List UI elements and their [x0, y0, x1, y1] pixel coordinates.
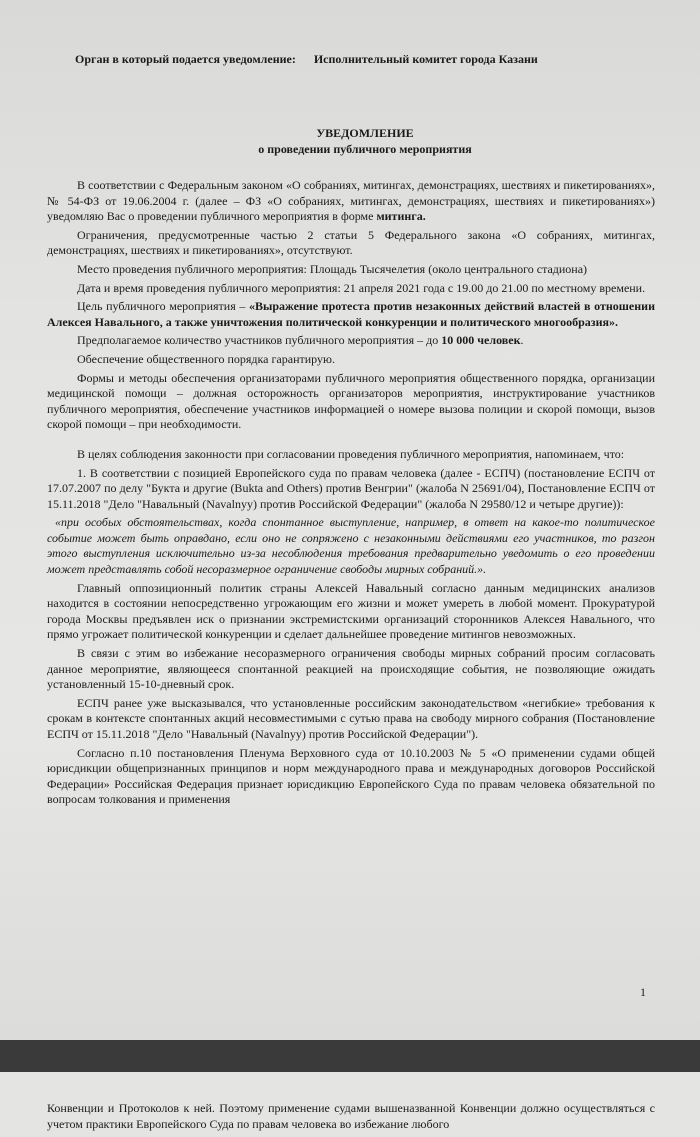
paragraph: Главный оппозиционный политик страны Алексей Навальный согласно данным медицинских анализов находится в состоянии непосредственно угрожающим его жизни и может умереть в любой момент. Прокуратурой города Москвы предъявлен иск о признании экстремистскими организаций сторонников Алексея Навального, что прямо угрожает политической конкуренции и сделает дальнейшее проведение митингов невозможных. [47, 580, 655, 642]
paragraph: В целях соблюдения законности при согласовании проведения публичного мероприятия, напоминаем, что: [77, 446, 625, 461]
quote-paragraph: «при особых обстоятельствах, когда спонтанное выступление, например, в ответ на какое-то политическое событие может быть оправдано, если оно не сопряжено с незаконными действиями его участников, то разгон этого выступления исключительно из-за несоблюдения требования предварительно уведомить о его проведении может представлять собой несоразмерное ограничение свободы мирных собраний.». [47, 515, 655, 577]
title-line-1: УВЕДОМЛЕНИЕ [316, 126, 414, 140]
paragraph: Ограничения, предусмотренные частью 2 статьи 5 Федерального закона «О собраниях, митингах, демонстрациях, шествиях и пикетированиях», отсутствуют. [47, 227, 655, 258]
recipient-value: Исполнительный комитет города Казани [313, 52, 538, 66]
paragraph: В связи с этим во избежание несоразмерного ограничения свободы мирных собраний просим согласовать данное мероприятие, являющееся спонтанной реакцией на происходящие события, не позволяющие ожидать установленный 15-10-дневный срок. [47, 646, 655, 692]
paragraph: Место проведения публичного мероприятия: Площадь Тысячелетия (около центрального стадиона) [77, 261, 588, 276]
paragraph: ЕСПЧ ранее уже высказывался, что установленные российским законодательством «негибкие» требования к срокам в контексте спонтанных акций несовместимыми с сутью права на свободу мирного собрания (Постановление ЕСПЧ от 15.11.2018 "Дело "Навальный (Navalnyy) против Российской Федерации"). [47, 695, 655, 741]
paragraph: Обеспечение общественного порядка гарантирую. [77, 351, 335, 366]
page-2-text: Конвенции и Протоколов к ней. Поэтому применение судами вышеназванной Конвенции должно осуществляться с учетом практики Европейского Суда по правам человека во избежание любого [47, 1101, 655, 1131]
recipient-label: Орган в который подается уведомление: [75, 52, 296, 66]
paragraph: 1. В соответствии с позицией Европейского суда по правам человека (далее - ЕСПЧ) (постановление ЕСПЧ от 17.07.2007 по делу "Букта и другие (Bukta and Others) против Венгрии" (жалоба N 25691/04), Постановление ЕСПЧ от 15.11.2018 "Дело "Навальный (Navalnyy) против Российской Федерации" (жалоба N 29580/12 и четыре другие)): [47, 465, 655, 511]
title-line-2: о проведении публичного мероприятия [258, 142, 472, 156]
paragraph: В соответствии с Федеральным законом «О собраниях, митингах, демонстрациях, шествиях и пикетированиях», № 54-ФЗ от 19.06.2004 г. (далее – ФЗ «О собраниях, митингах, демонстрациях, шествиях и пикетированиях») уведомляю Вас о проведении публичного мероприятия в форме митинга. [47, 178, 655, 224]
paragraph: Согласно п.10 постановления Пленума Верховного суда от 10.10.2003 № 5 «О применении судами общей юрисдикции общепризнанных принципов и норм международного права и международных договоров Российской Федерации» Российская Федерация признает юрисдикцию Европейского Суда по правам человека обязательной по вопросам толкования и применения [47, 745, 655, 807]
document-body [47, 178, 655, 811]
paragraph: Предполагаемое количество участников публичного мероприятия – до 10 000 человек. [77, 333, 524, 348]
paragraph: Формы и методы обеспечения организаторами публичного мероприятия общественного порядка, организации медицинской помощи – должная осторожность организаторов мероприятия, инструктирование участников публичного мероприятия, обеспечение участников информацией о номере вызова полиции и скорой помощи, вызов скорой помощи – при необходимости. [47, 370, 655, 432]
document-title [0, 125, 700, 157]
document-page-2 [0, 1072, 700, 1137]
recipient-header [75, 52, 675, 67]
paragraph: Цель публичного мероприятия – «Выражение протеста против незаконных действий властей в отношении Алексея Навального, а также уничтожения политической конкуренции и политического многообразия». [47, 299, 656, 329]
page-number: 1 [640, 985, 646, 999]
paragraph: Дата и время проведения публичного мероприятия: 21 апреля 2021 года с 19.00 до 21.00 по местному времени. [77, 280, 646, 295]
